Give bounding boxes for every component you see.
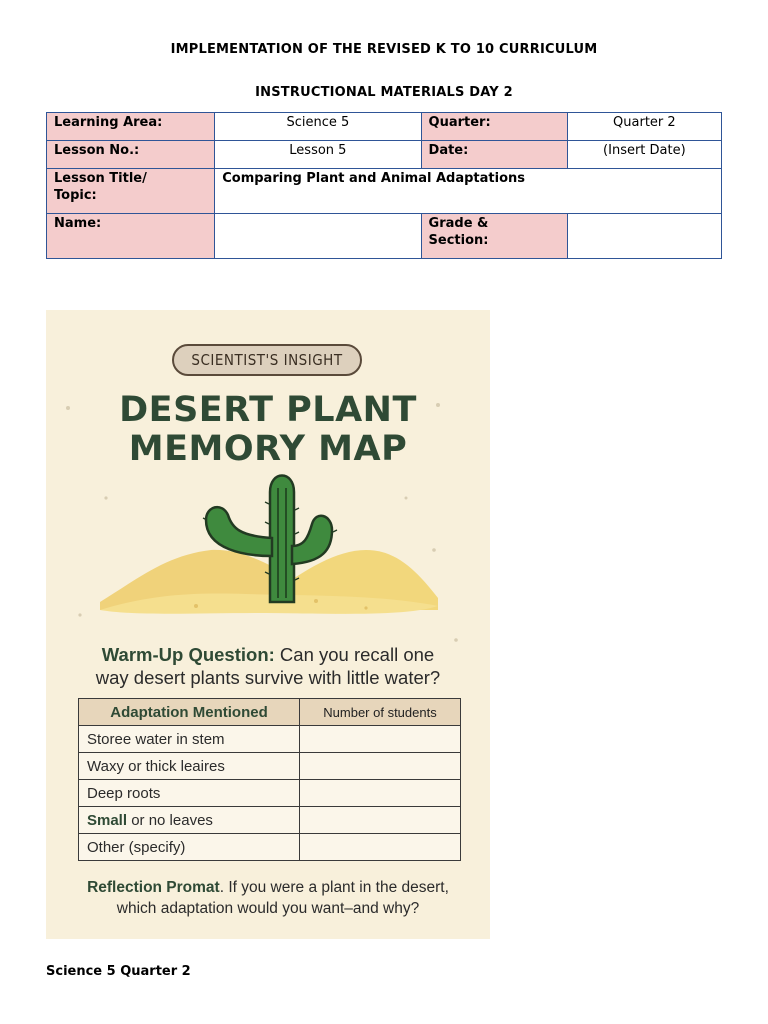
adaptation-cell xyxy=(79,780,300,807)
scientists-insight-badge: SCIENTIST'S INSIGHT xyxy=(172,344,362,376)
materials-heading: INSTRUCTIONAL MATERIALS DAY 2 xyxy=(255,85,513,100)
grade-section-field[interactable] xyxy=(567,214,721,259)
adaptation-table-header xyxy=(79,699,461,726)
table-row xyxy=(79,726,461,753)
date-label: Date: xyxy=(421,141,567,169)
warmup-question-line2: way desert plants survive with little water? xyxy=(95,667,441,688)
lesson-title-label xyxy=(47,169,215,214)
poster-title-line1: DESERT PLANT xyxy=(119,390,417,430)
info-row-name xyxy=(47,214,722,259)
adaptation-cell xyxy=(79,807,300,834)
poster-title-line2: MEMORY MAP xyxy=(128,429,408,469)
count-cell[interactable] xyxy=(300,807,461,834)
table-row xyxy=(79,753,461,780)
desert-plant-poster xyxy=(46,310,490,939)
date-value[interactable]: (Insert Date) xyxy=(567,141,721,169)
count-cell[interactable] xyxy=(300,753,461,780)
table-row xyxy=(79,807,461,834)
warmup-label: Warm-Up Question: xyxy=(101,644,275,665)
adaptation-cell xyxy=(79,834,300,861)
adaptation-text: Deep roots xyxy=(87,784,161,802)
curriculum-heading: IMPLEMENTATION OF THE REVISED K TO 10 CURRICULUM xyxy=(170,42,598,57)
count-cell[interactable] xyxy=(300,780,461,807)
name-field[interactable] xyxy=(215,214,421,259)
lesson-title-label-line1: Lesson Title/ xyxy=(54,171,147,186)
name-label: Name: xyxy=(47,214,215,259)
info-row-topic xyxy=(47,169,722,214)
count-cell[interactable] xyxy=(300,834,461,861)
grade-label-line1: Grade & xyxy=(428,216,489,231)
warmup-text-1: Can you recall one xyxy=(274,644,435,665)
grade-section-label xyxy=(421,214,567,259)
adaptation-emphasis: Small xyxy=(87,811,128,829)
adaptation-cell xyxy=(79,753,300,780)
lesson-no-label: Lesson No.: xyxy=(47,141,215,169)
table-row xyxy=(79,834,461,861)
learning-area-value: Science 5 xyxy=(215,113,421,141)
reflection-label: Reflection Promat xyxy=(87,879,220,896)
info-row-learning-area xyxy=(47,113,722,141)
reflection-text-1: . If you were a plant in the desert, xyxy=(219,879,449,896)
page-footer: Science 5 Quarter 2 xyxy=(46,964,191,979)
grade-label-line2: Section: xyxy=(428,233,489,248)
students-header: Number of students xyxy=(300,699,461,726)
lesson-title-label-line2: Topic: xyxy=(54,188,97,203)
adaptation-text: Other (specify) xyxy=(87,838,186,856)
table-row xyxy=(79,780,461,807)
quarter-label: Quarter: xyxy=(421,113,567,141)
lesson-no-value: Lesson 5 xyxy=(215,141,421,169)
warmup-question-line1 xyxy=(60,643,476,666)
lesson-title-value: Comparing Plant and Animal Adaptations xyxy=(215,169,722,214)
adaptation-cell xyxy=(79,726,300,753)
adaptation-table xyxy=(78,698,461,861)
lesson-info-table xyxy=(46,112,722,259)
info-row-lesson xyxy=(47,141,722,169)
reflection-prompt-line1 xyxy=(60,877,476,898)
adaptation-header: Adaptation Mentioned xyxy=(79,699,300,726)
reflection-prompt-line2: which adaptation would you want–and why? xyxy=(116,900,420,917)
count-cell[interactable] xyxy=(300,726,461,753)
learning-area-label: Learning Area: xyxy=(47,113,215,141)
adaptation-text: Waxy or thick leaires xyxy=(87,757,225,775)
quarter-value: Quarter 2 xyxy=(567,113,721,141)
adaptation-text: or no leaves xyxy=(127,811,213,829)
adaptation-text: Storee water in stem xyxy=(87,730,225,748)
